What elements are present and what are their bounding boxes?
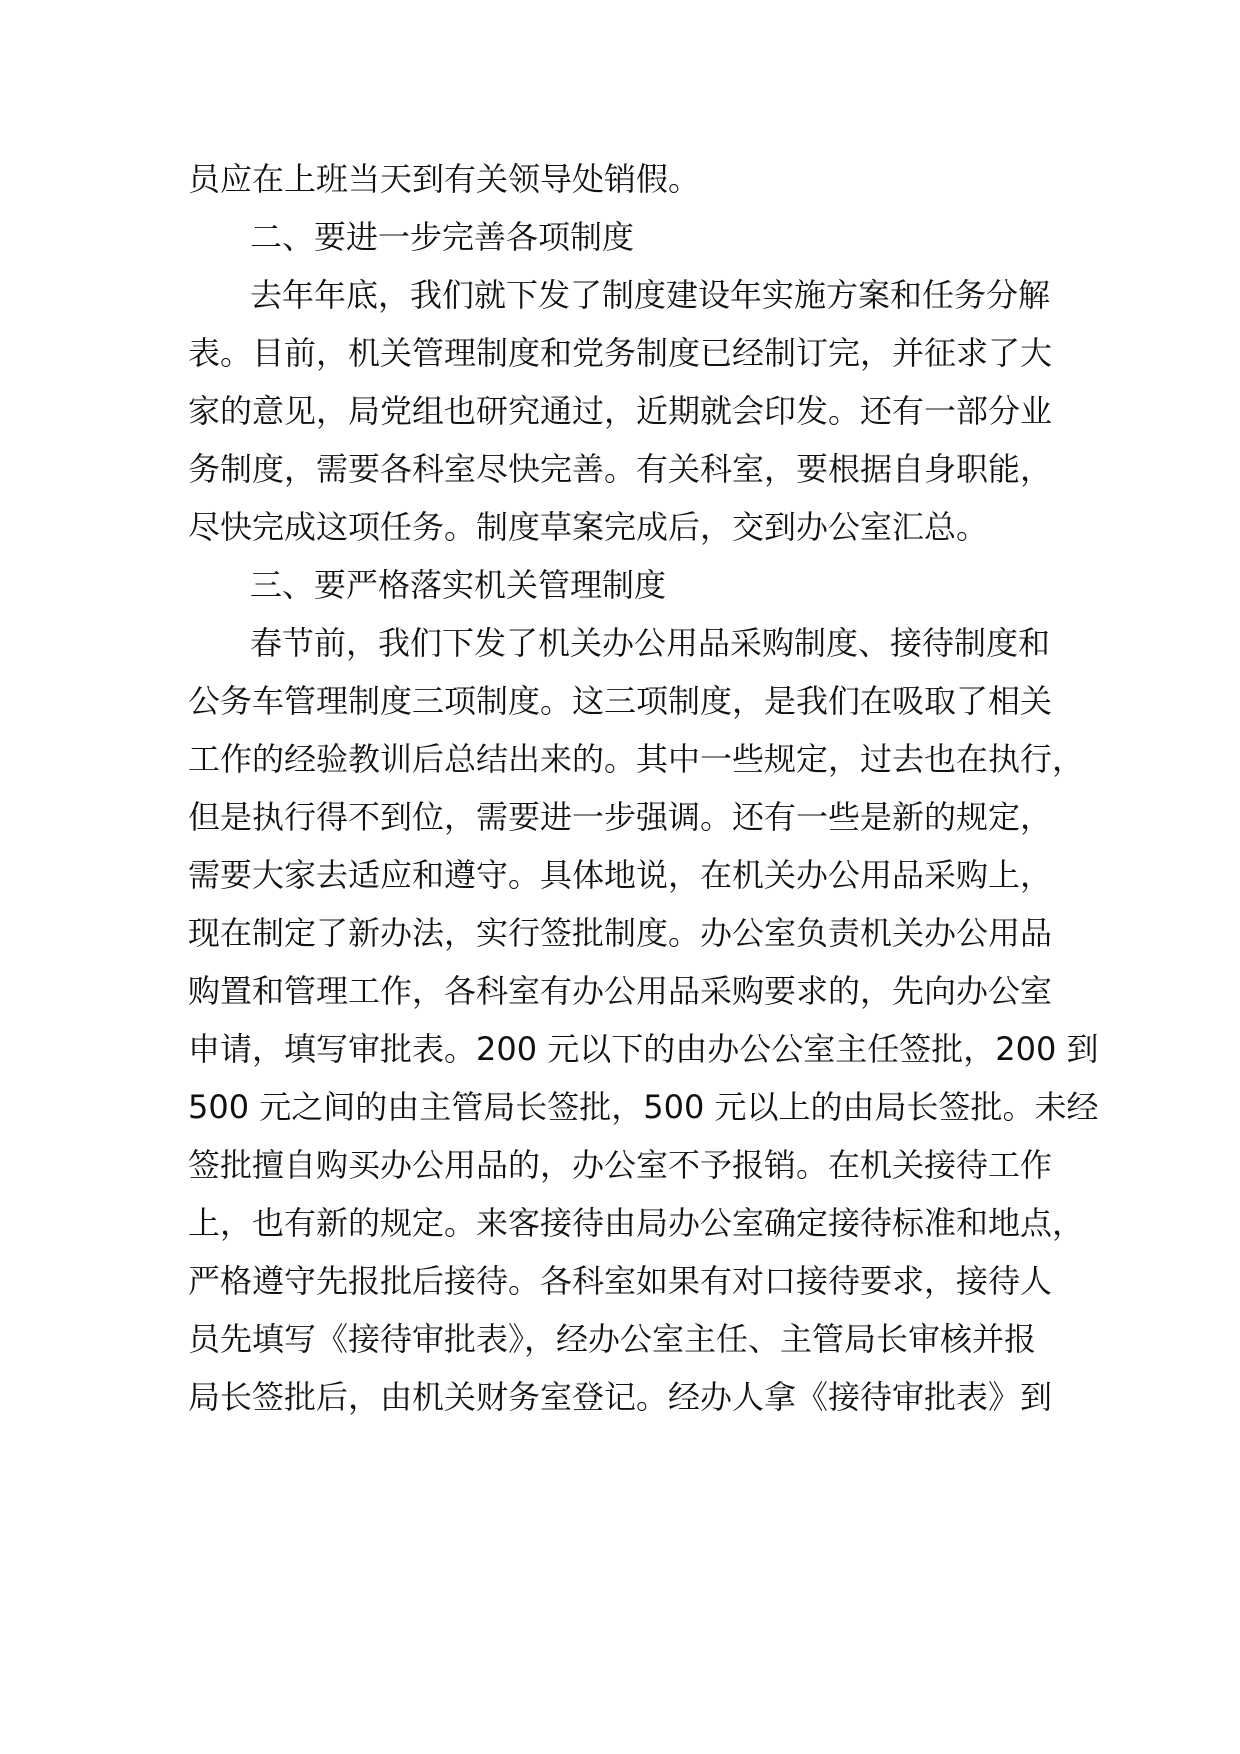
text-line: 需要大家去适应和遵守。具体地说，在机关办公用品采购上， [188, 856, 1053, 894]
text-line: 申请，填写审批表。200 元以下的由办公公室主任签批，200 到 [188, 1030, 1099, 1068]
text-line: 公务车管理制度三项制度。这三项制度，是我们在吸取了相关 [188, 682, 1053, 720]
text-line: 500 元之间的由主管局长签批，500 元以上的由局长签批。未经 [188, 1088, 1099, 1126]
text-line: 现在制定了新办法，实行签批制度。办公室负责机关办公用品 [188, 914, 1053, 952]
text-line: 尽快完成这项任务。制度草案完成后，交到办公室汇总。 [188, 508, 989, 546]
paragraph-first-line: 春节前，我们下发了机关办公用品采购制度、接待制度和 [250, 624, 1051, 662]
text-line: 员应在上班当天到有关领导处销假。 [188, 160, 701, 198]
text-line: 员先填写《接待审批表》，经办公室主任、主管局长审核并报 [188, 1320, 1037, 1358]
text-line: 家的意见，局党组也研究通过，近期就会印发。还有一部分业 [188, 392, 1053, 430]
text-line: 局长签批后，由机关财务室登记。经办人拿《接待审批表》到 [188, 1378, 1053, 1416]
text-line: 务制度，需要各科室尽快完善。有关科室，要根据自身职能， [188, 450, 1053, 488]
text-line: 上，也有新的规定。来客接待由局办公室确定接待标准和地点， [188, 1204, 1085, 1242]
section-heading: 二、要进一步完善各项制度 [250, 218, 635, 256]
text-line: 工作的经验教训后总结出来的。其中一些规定，过去也在执行， [188, 740, 1085, 778]
text-line: 表。目前，机关管理制度和党务制度已经制订完，并征求了大 [188, 334, 1053, 372]
section-heading: 三、要严格落实机关管理制度 [250, 566, 667, 604]
text-line: 签批擅自购买办公用品的，办公室不予报销。在机关接待工作 [188, 1146, 1053, 1184]
text-line: 但是执行得不到位，需要进一步强调。还有一些是新的规定， [188, 798, 1053, 836]
text-line: 严格遵守先报批后接待。各科室如果有对口接待要求，接待人 [188, 1262, 1053, 1300]
paragraph-first-line: 去年年底，我们就下发了制度建设年实施方案和任务分解 [250, 276, 1051, 314]
text-line: 购置和管理工作，各科室有办公用品采购要求的，先向办公室 [188, 972, 1053, 1010]
